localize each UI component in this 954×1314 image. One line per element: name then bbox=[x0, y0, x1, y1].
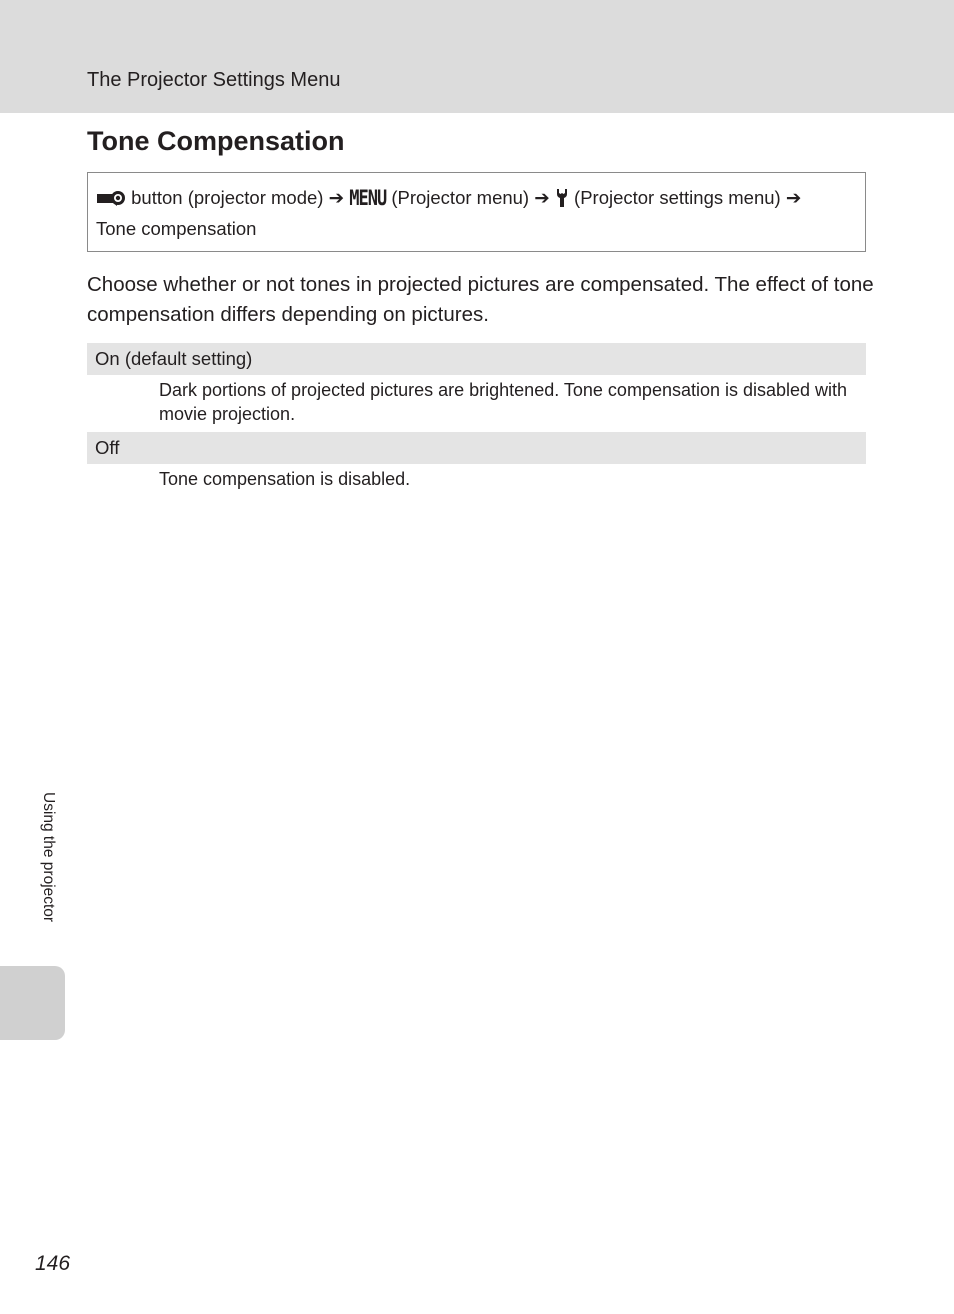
page-title: Tone Compensation bbox=[87, 126, 345, 156]
side-tab-marker bbox=[0, 966, 65, 1040]
navigation-path-box bbox=[87, 172, 866, 252]
option-on-label: On (default setting) bbox=[87, 343, 866, 375]
nav-item: Tone compensation bbox=[96, 218, 257, 239]
nav-button-text: button (projector mode) bbox=[131, 187, 324, 208]
nav-arrow-icon: ➔ bbox=[534, 187, 550, 208]
projector-mode-button-icon bbox=[96, 188, 126, 215]
header-band bbox=[0, 0, 954, 113]
intro-paragraph: Choose whether or not tones in projected pictures are compensated. The effect of tone compensation differs depending on pictures. bbox=[87, 273, 874, 326]
section-title: The Projector Settings Menu bbox=[87, 69, 341, 91]
nav-arrow-icon: ➔ bbox=[785, 187, 802, 208]
menu-glyph: MENU bbox=[349, 186, 387, 212]
option-off-label: Off bbox=[87, 432, 866, 464]
nav-projector-menu: (Projector menu) bbox=[391, 187, 530, 208]
option-off-description: Tone compensation is disabled. bbox=[159, 469, 411, 489]
nav-settings-menu: (Projector settings menu) bbox=[574, 187, 781, 208]
nav-arrow-icon: ➔ bbox=[328, 187, 345, 208]
option-on-description: Dark portions of projected pictures are brightened. Tone compensation is disabled with movie projection. bbox=[159, 380, 848, 424]
side-tab-label: Using the projector bbox=[40, 792, 57, 923]
wrench-icon bbox=[555, 188, 569, 215]
page-number: 146 bbox=[35, 1252, 71, 1275]
